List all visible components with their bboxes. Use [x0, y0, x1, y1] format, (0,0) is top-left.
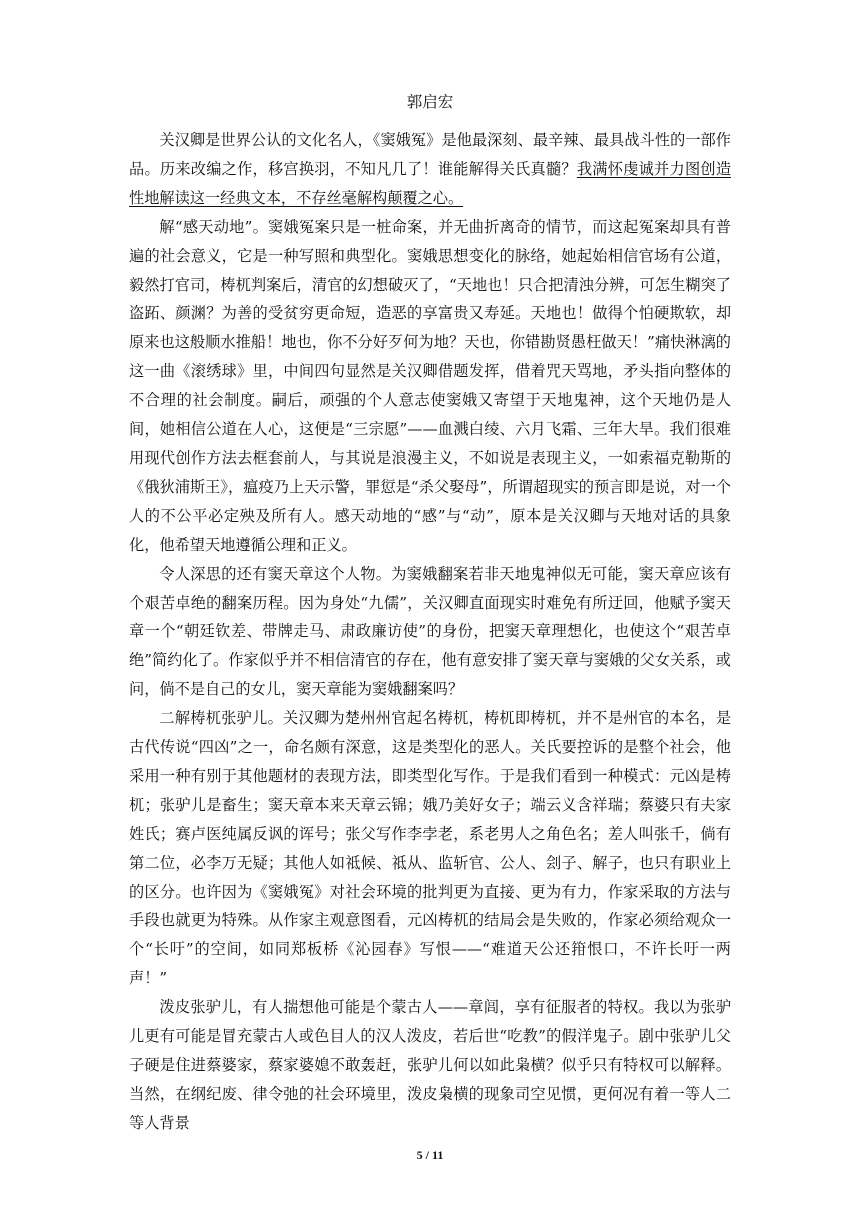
paragraph-5: 泼皮张驴儿，有人揣想他可能是个蒙古人——章闾，享有征服者的特权。我以为张驴儿更有可能是冒充蒙古人或色目人的汉人泼皮，若后世“吃教”的假洋鬼子。剧中张驴儿父子硬是住进蔡婆家，蔡家婆媳不敢轰赶，张驴儿何以如此枭横？似乎只有特权可以解释。当然，在纲纪废、律令弛的社会环境里，泼皮枭横的现象司空见惯，更何况有着一等人二等人背景	[129, 998, 731, 1132]
paragraph-2: 解“感天动地”。窦娥冤案只是一桩命案，并无曲折离奇的情节，而这起冤案却具有普遍的社会意义，它是一种写照和典型化。窦娥思想变化的脉络，她起始相信官场有公道，毅然打官司，梼杌判案后，清官的幻想破灭了，“天地也！只合把清浊分辨，可怎生糊突了盗跖、颜渊？为善的受贫穷更命短，造恶的享富贵又寿延。天地也！做得个怕硬欺软，却原来也这般顺水推船！地也，你不分好歹何为地？天也，你错勘贤愚枉做天！”痛快淋漓的这一曲《滚绣球》里，中间四句显然是关汉卿借题发挥，借着咒天骂地，矛头指向整体的不合理的社会制度。嗣后，顽强的个人意志使窦娥又寄望于天地鬼神，这个天地仍是人间，她相信公道在人心，这便是“三宗愿”——血溅白绫、六月飞霜、三年大旱。我们很难用现代创作方法去框套前人，与其说是浪漫主义，不如说是表现主义，一如索福克勒斯的《俄狄浦斯王》，瘟疫乃上天示警，罪愆是“杀父娶母”，所谓超现实的预言即是说，对一个人的不公平必定殃及所有人。感天动地的“感”与“动”，原本是关汉卿与天地对话的具象化，他希望天地遵循公理和正义。	[129, 217, 731, 554]
paragraph-3: 令人深思的还有窦天章这个人物。为窦娥翻案若非天地鬼神似无可能，窦天章应该有个艰苦卓绝的翻案历程。因为身处“九儒”，关汉卿直面现实时难免有所迂回，他赋予窦天章一个“朝廷钦差、带牌走马、肃政廉访使”的身份，把窦天章理想化，也使这个“艰苦卓绝”简约化了。作家似乎并不相信清官的存在，他有意安排了窦天章与窦娥的父女关系，或问，倘不是自己的女儿，窦天章能为窦娥翻案吗？	[129, 564, 731, 699]
paragraph-4: 二解梼杌张驴儿。关汉卿为楚州州官起名梼杌，梼杌即梼杌，并不是州官的本名，是古代传说“四凶”之一，命名颇有深意，这是类型化的恶人。关氏要控诉的是整个社会，他采用一种有别于其他题材的表现方法，即类型化写作。于是我们看到一种模式：元凶是梼杌；张驴儿是畜生；窦天章本来天章云锦；娥乃美好女子；端云义含祥瑞；蔡婆只有夫家姓氏；赛卢医纯属反讽的诨号；张父写作李孛老，系老男人之角色名；差人叫张千，倘有第二位，必李万无疑；其他人如祗候、祗从、监斩官、公人、刽子、解子，也只有职业上的区分。也许因为《窦娥冤》对社会环境的批判更为直接、更为有力，作家采取的方法与手段也就更为特殊。从作家主观意图看，元凶梼杌的结局会是失败的，作家必须给观众一个“长吁”的空间，如同郑板桥《沁园春》写恨——“难道天公还箝恨口，不许长吁一两声！”	[129, 709, 731, 988]
underlined-sentence: 我满怀虔诚并力图创造性地解读这一经典文本，不存丝毫解构颠覆之心。	[129, 159, 732, 207]
paragraph-1	[129, 126, 731, 213]
paragraph-1-text: 关汉卿是世界公认的文化名人，《窦娥冤》是他最深刻、最辛辣、最具战斗性的一部作品。历来改编之作，移宫换羽，不知凡几了！谁能解得关氏真髓？	[129, 131, 731, 178]
article-body	[129, 126, 731, 1138]
page-number: 5 / 11	[416, 1148, 444, 1162]
author-name: 郭启宏	[406, 93, 454, 111]
